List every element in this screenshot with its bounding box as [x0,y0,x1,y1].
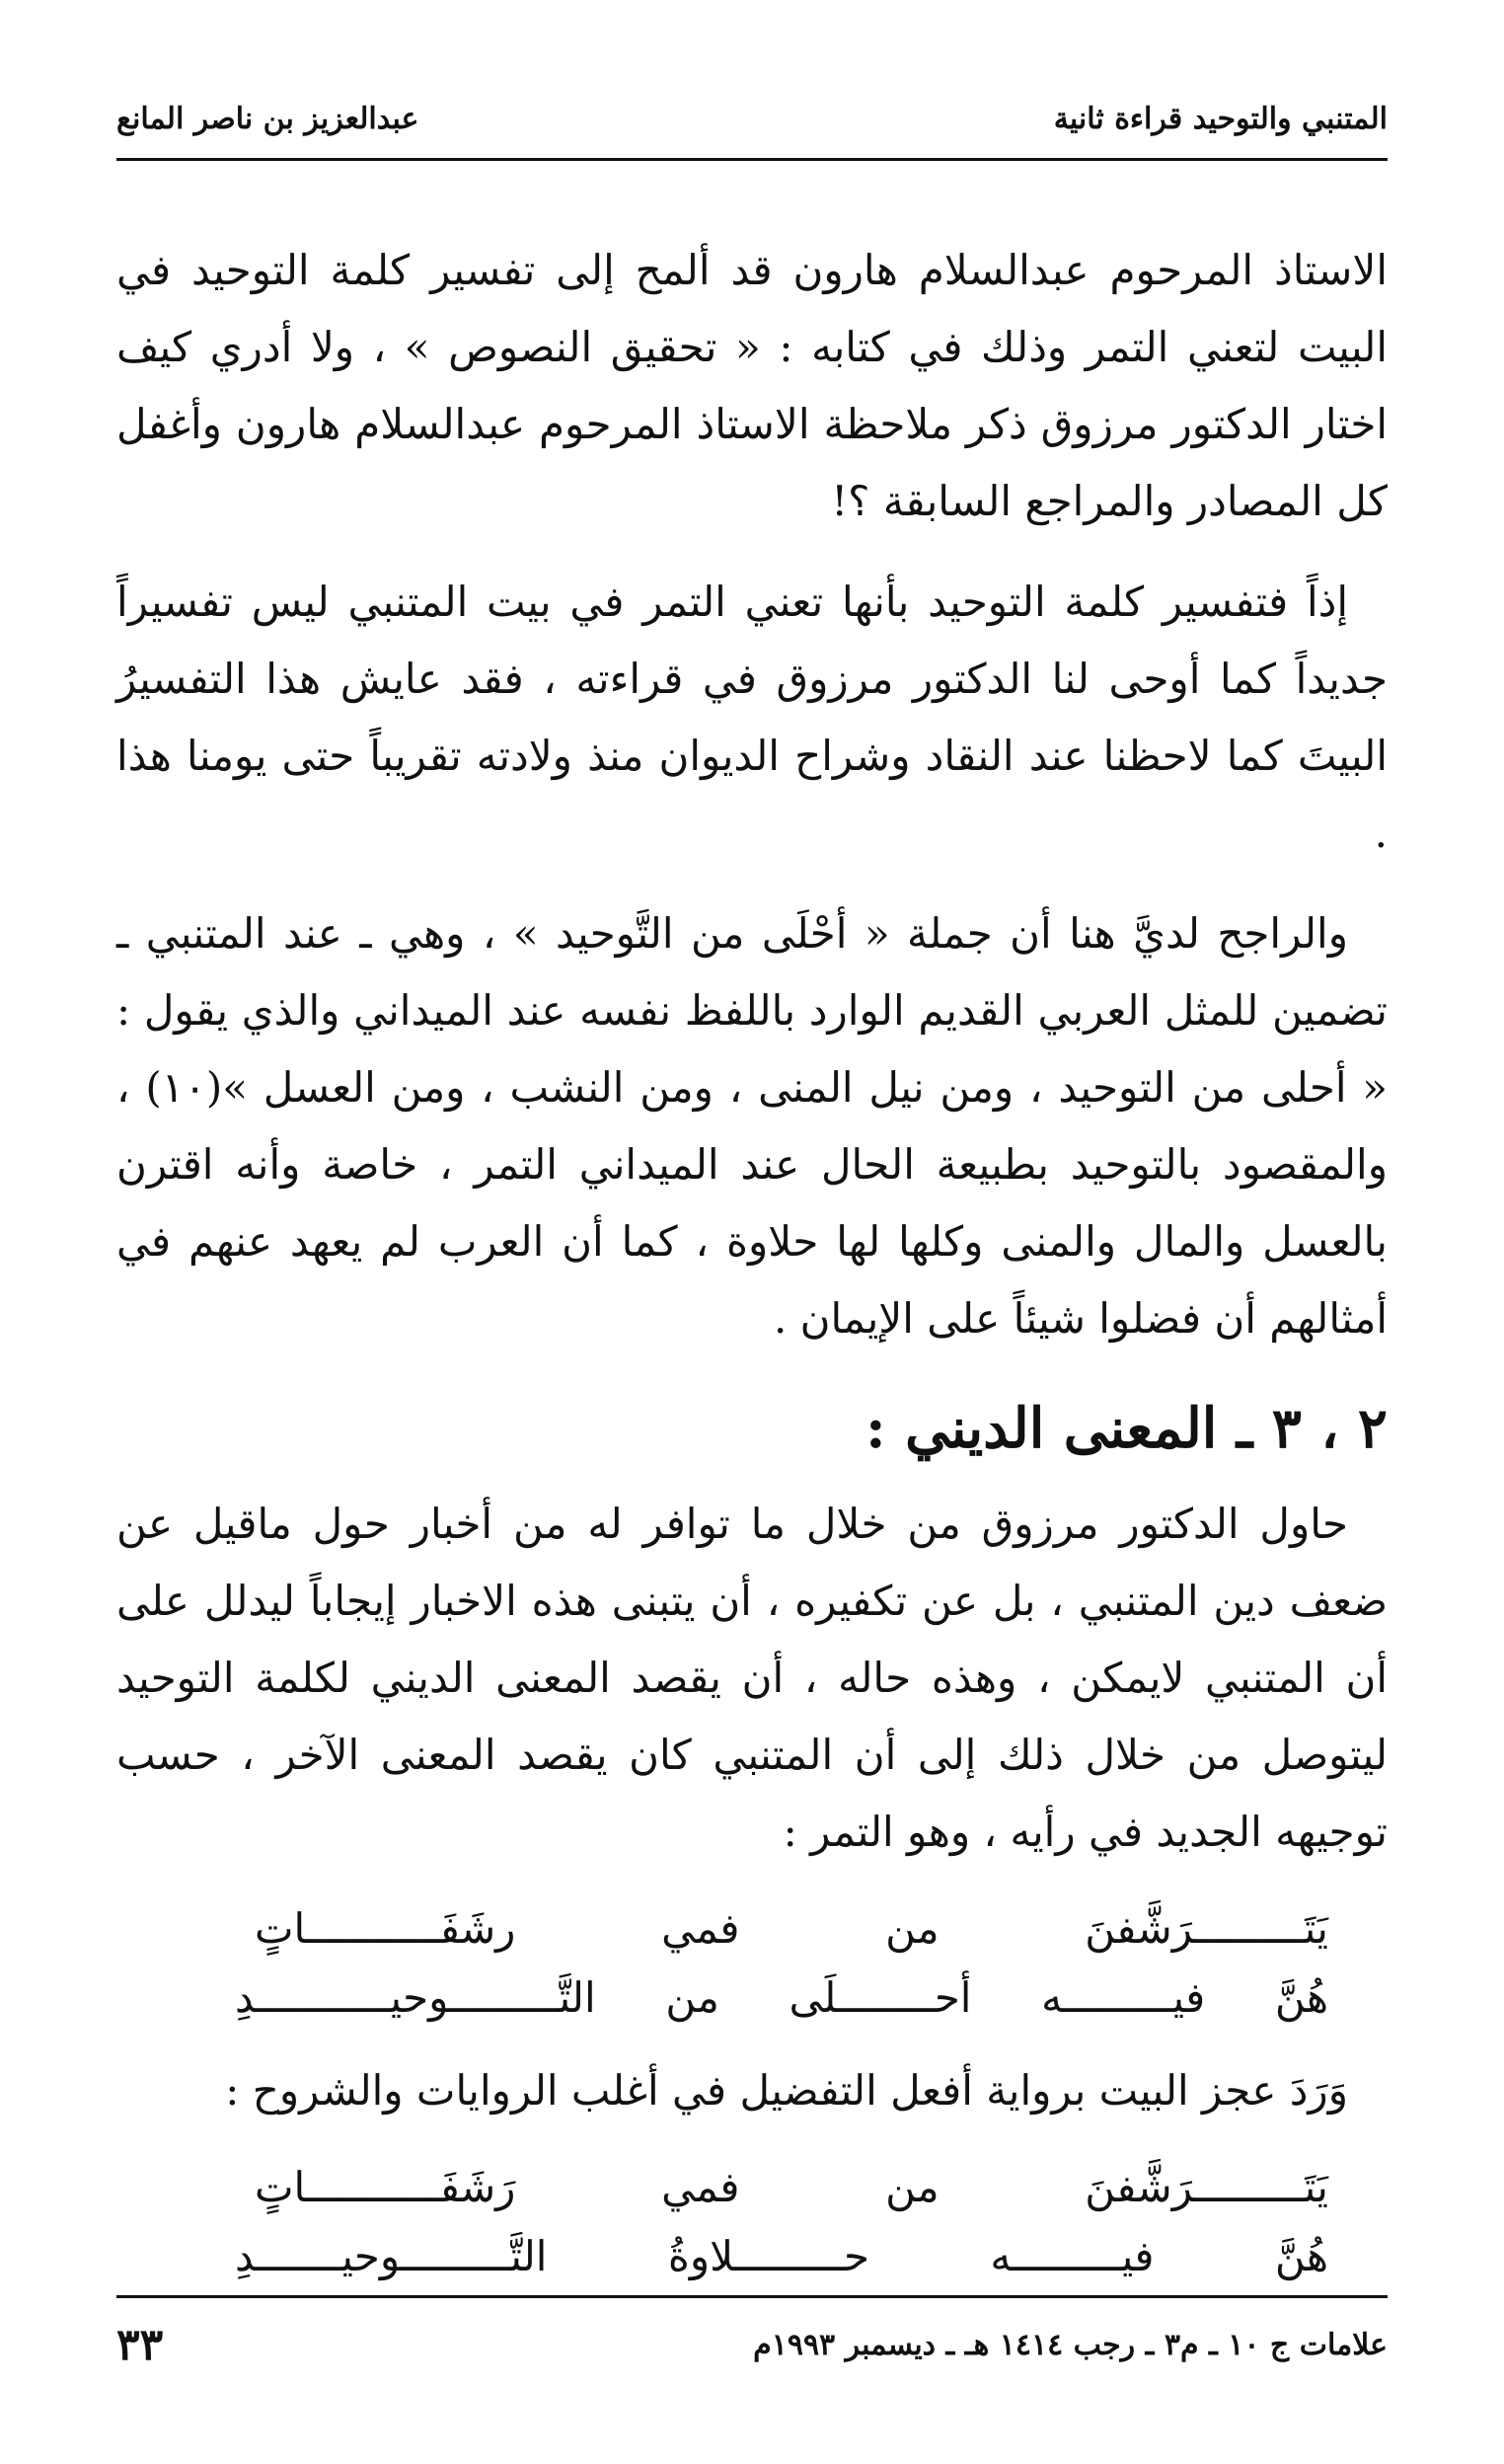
header-rule [116,158,1388,161]
book-title: المتنبي والتوحيد قراءة ثانية [1053,101,1388,136]
verse-hemistich-second: هُنَّ فيـــــــــه أحــــــــلَى من التَّـــــــــوحيـــــــــــدِ [235,1973,1328,2022]
author-name: عبدالعزيز بن ناصر المانع [116,101,419,136]
page-number: ٣٣ [116,2319,164,2370]
footer-rule [116,2295,1388,2298]
poem-verse [235,1894,1328,2033]
running-header [116,91,1388,146]
page-footer [116,2310,1388,2379]
verse-hemistich-first: يَتَـــــــــرَشَّفنَ من فمي رَشَفَـــــــــــاتٍ [255,2163,1328,2211]
verse-hemistich-second: هُنَّ فيـــــــــه حـــــــــلاوةُ التَّـــــــــوحيـــــــدِ [235,2232,1328,2280]
paragraph: حاول الدكتور مرزوق من خلال ما توافر له من أخبار حول ماقيل عن ضعف دين المتنبي ، بل عن تكفيره ، أن يتبنى هذه الاخبار إيجاباً ليدلل على أن المتنبي لايمكن ، وهذه حاله ، أن يقصد المعنى الديني لكلمة التوحيد ليتوصل من خلال ذلك إلى أن المتنبي كان يقصد المعنى الآخر ، حسب توجيهه الجديد في رأيه ، وهو التمر : [116,1500,1388,1856]
section-heading: ٢ ، ٣ ـ المعنى الديني : [865,1396,1388,1461]
journal-issue: علامات ج ١٠ ـ م٣ ـ رجب ١٤١٤ هـ ـ ديسمبر ١٩٩٣م [753,2327,1388,2362]
paragraph-continuation: الاستاذ المرحوم عبدالسلام هارون قد ألمح إلى تفسير كلمة التوحيد في البيت لتعني التمر وذلك في كتابه : « تحقيق النصوص » ، ولا أدري كيف اختار الدكتور مرزوق ذكر ملاحظة الاستاذ المرحوم عبدالسلام هارون وأغفل كل المصادر والمراجع السابقة ؟! [116,246,1388,525]
paragraph: إذاً فتفسير كلمة التوحيد بأنها تعني التمر في بيت المتنبي ليس تفسيراً جديداً كما أوحى لنا الدكتور مرزوق في قراءته ، فقد عايش هذا التفسيرُ البيتَ كما لاحظنا عند النقاد وشراح الديوان منذ ولادته تقريباً حتى يومنا هذا . [116,578,1388,857]
body-text [116,232,1388,2311]
paragraph: والراجح لديَّ هنا أن جملة « أحْلَى من التَّوحيد » ، وهي ـ عند المتنبي ـ تضمين للمثل العربي القديم الوارد باللفظ نفسه عند الميداني والذي يقول : « أحلى من التوحيد ، ومن نيل المنى ، ومن النشب ، ومن العسل »(١٠) ، والمقصود بالتوحيد بطبيعة الحال عند الميداني التمر ، خاصة وأنه اقترن بالعسل والمال والمنى وكلها لها حلاوة ، كما أن العرب لم يعهد عنهم في أمثالهم أن فضلوا شيئاً على الإيمان . [116,909,1388,1343]
poem-verse-variant [235,2153,1328,2291]
verse-hemistich-first: يَتَـــــــــرَشَّفنَ من فمي رشَفَـــــــــــاتٍ [255,1904,1328,1953]
paragraph-transition: وَرَدَ عجز البيت برواية أفعل التفضيل في أغلب الروايات والشروح : [225,2066,1348,2115]
